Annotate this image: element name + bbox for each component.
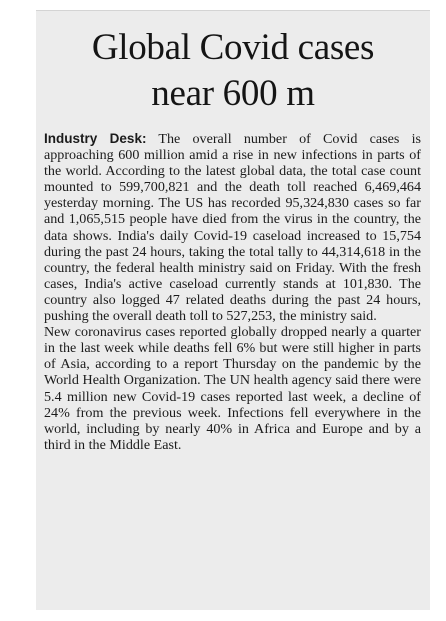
headline-line-1: Global Covid cases bbox=[91, 27, 375, 68]
byline: Industry Desk: bbox=[44, 131, 147, 146]
headline-line-2: near 600 m bbox=[151, 73, 315, 114]
headline bbox=[36, 11, 430, 117]
paragraph-1-text: The overall number of Covid cases is approaching 600 million amid a rise in new infections in parts of the world. According to the latest global data, the total case count mounted to 599,700,821 and the death toll reached 6,469,464 yesterday morning. The US has recorded 95,324,830 cases so far and 1,065,515 people have died from the virus in the country, the data shows. India's daily Covid-19 caseload increased to 15,754 during the past 24 hours, taking the total tally to 44,314,618 in the country, the federal health ministry said on Friday. With the fresh cases, India's active caseload currently stands at 101,830. The country also logged 47 related deaths during the past 24 hours, pushing the overall death toll to 527,253, the ministry said. bbox=[44, 131, 421, 325]
article-paragraph-1 bbox=[44, 131, 421, 324]
article-paragraph-2: New coronavirus cases reported globally dropped nearly a quarter in the last week while deaths fell 6% but were still higher in parts of Asia, according to a report Thursday on the pandemic by the World Health Organization. The UN health agency said there were 5.4 million new Covid-19 cases reported last week, a decline of 24% from the previous week. Infections fell everywhere in the world, including by nearly 40% in Africa and Europe and by a third in the Middle East. bbox=[44, 324, 421, 453]
news-clipping bbox=[36, 10, 430, 610]
article-body bbox=[44, 131, 421, 453]
